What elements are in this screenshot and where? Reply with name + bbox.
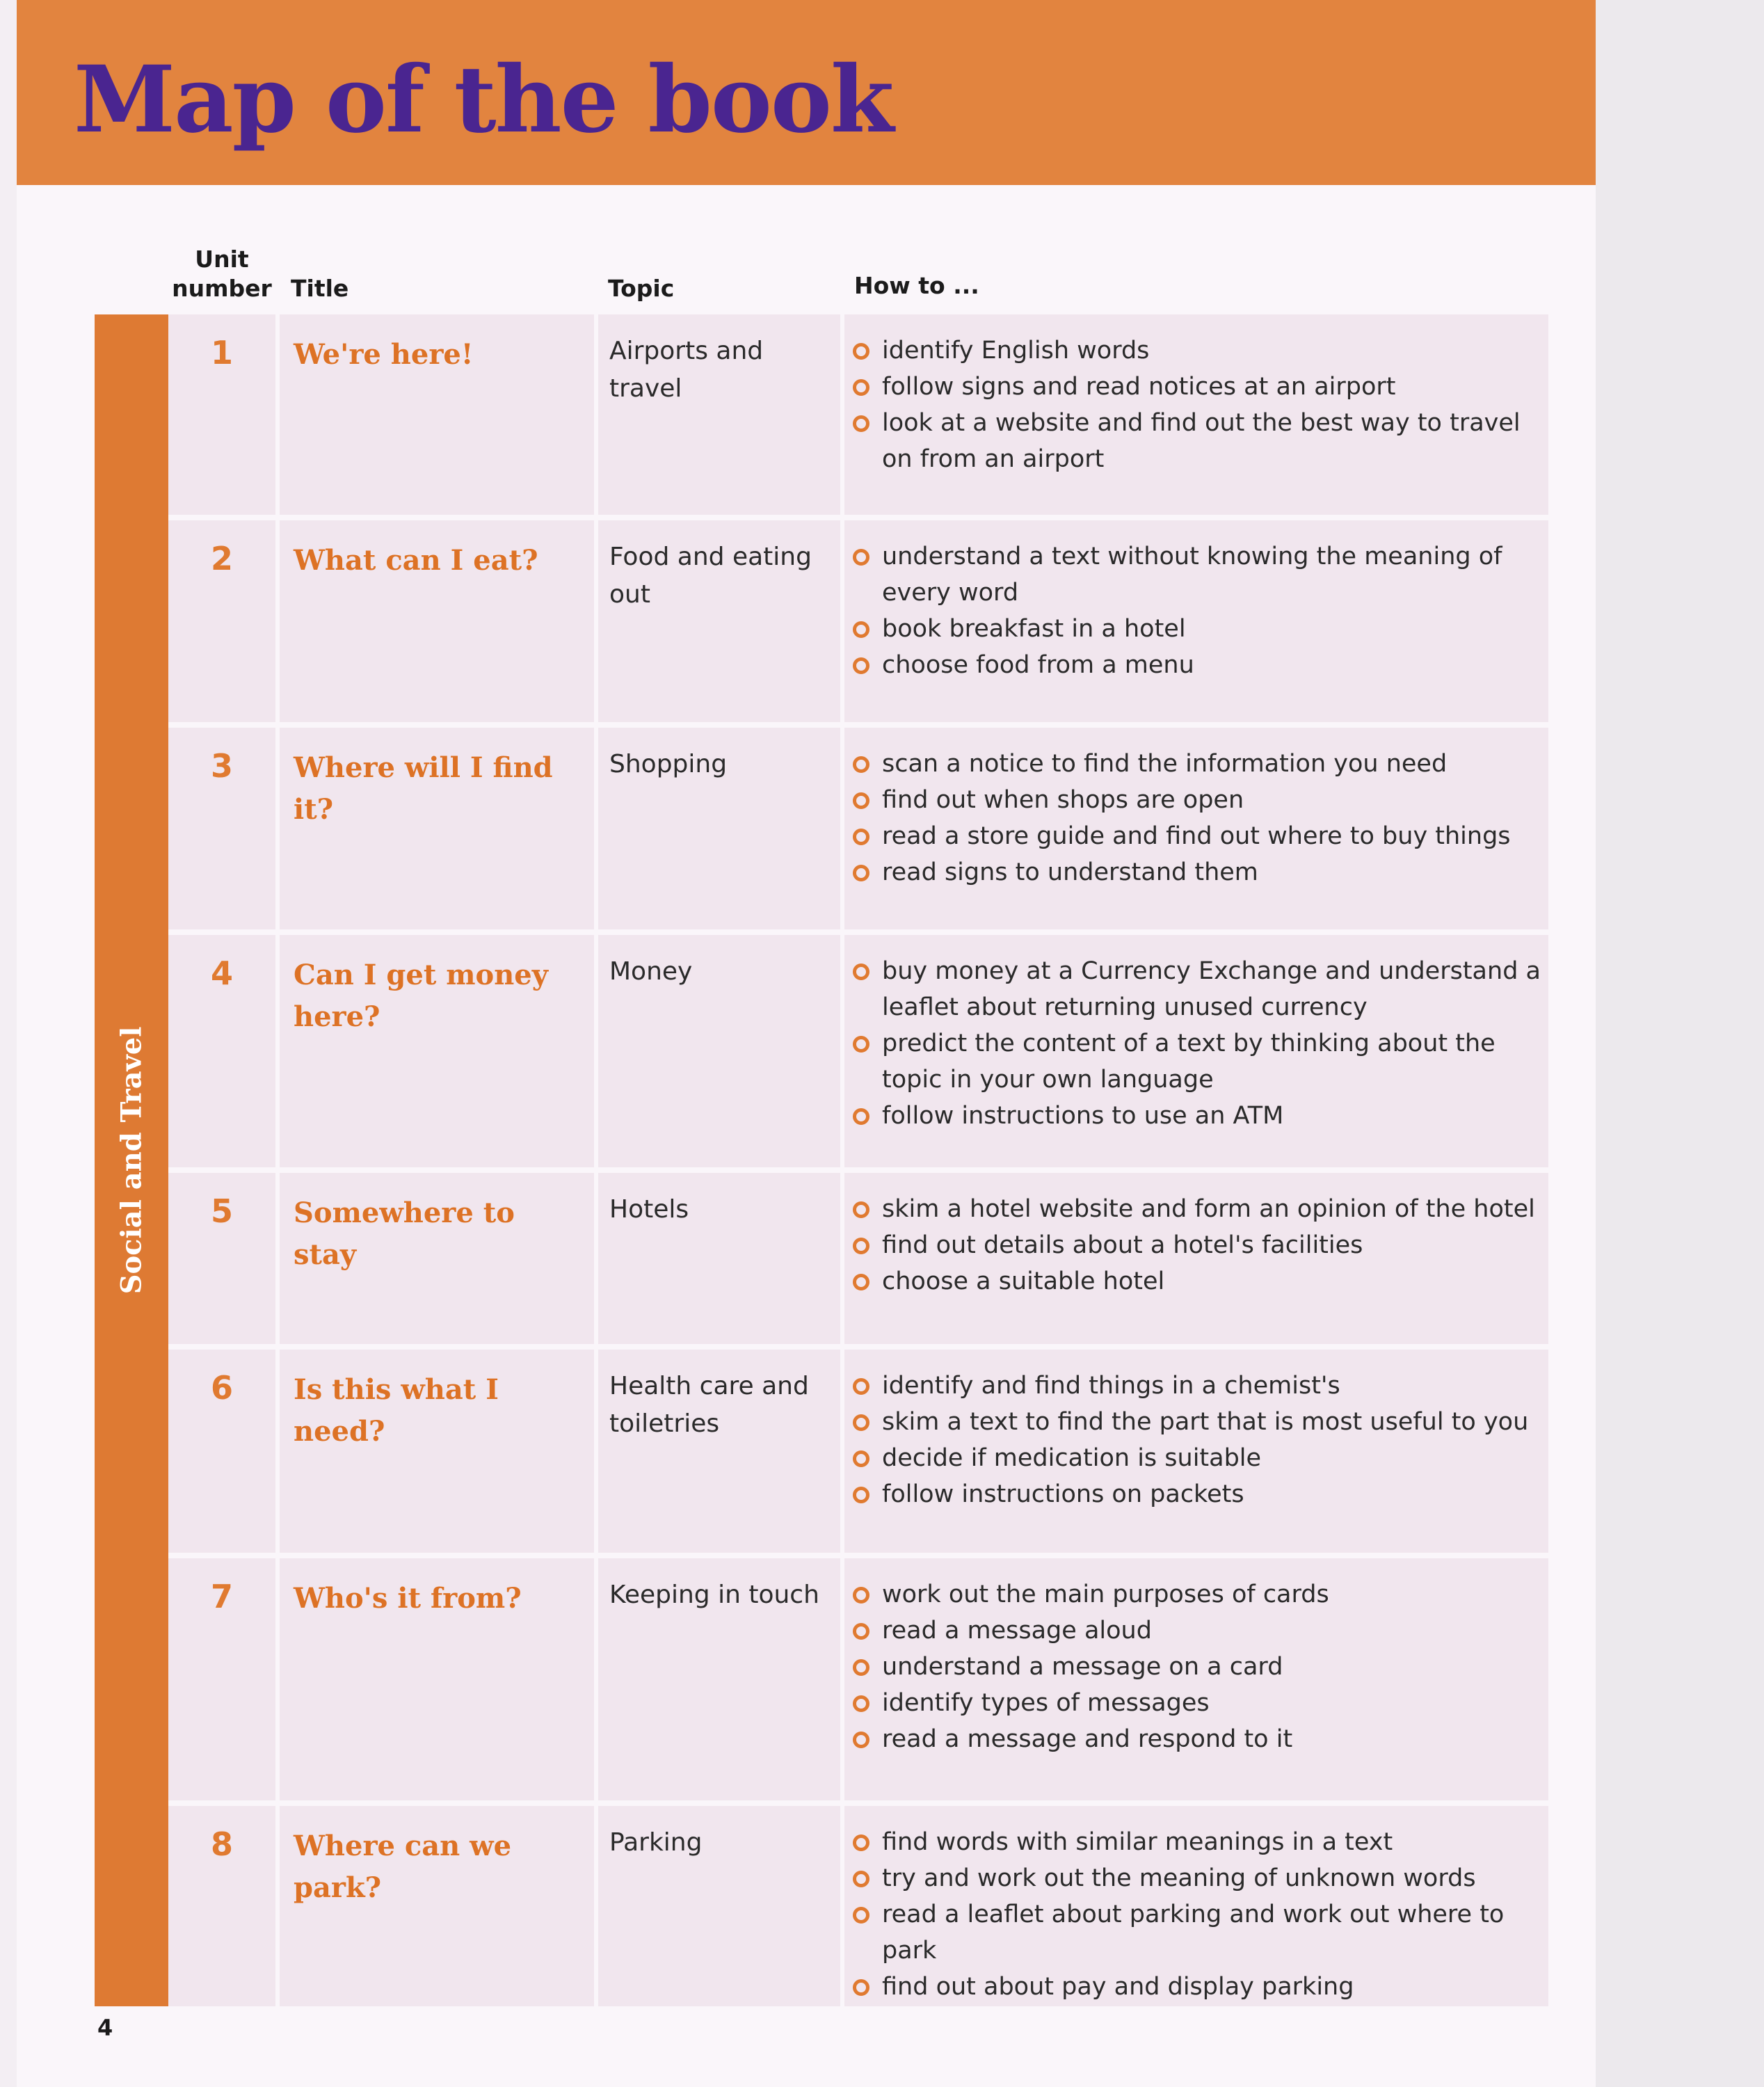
how-to-item xyxy=(853,1368,1548,1404)
bullet-icon xyxy=(853,756,869,773)
how-to-item xyxy=(853,1721,1548,1757)
how-to-list xyxy=(853,1824,1548,2005)
unit-number: 8 xyxy=(210,1825,233,1863)
how-to-item xyxy=(853,647,1548,683)
bullet-icon xyxy=(853,792,869,809)
unit-number: 4 xyxy=(210,954,233,992)
how-to-item xyxy=(853,1227,1548,1263)
how-to-text: find words with similar meanings in a text xyxy=(882,1828,1393,1856)
unit-topic: Airports and travel xyxy=(609,337,764,403)
unit-row xyxy=(168,728,1548,929)
unit-topic: Money xyxy=(609,957,693,986)
how-to-item xyxy=(853,1098,1548,1134)
how-to-item xyxy=(853,782,1548,818)
unit-row xyxy=(168,520,1548,722)
how-to-item xyxy=(853,333,1548,369)
how-to-list xyxy=(853,953,1548,1134)
how-to-item xyxy=(853,1263,1548,1300)
how-to-text: predict the content of a text by thinking about the topic in your own language xyxy=(882,1030,1496,1094)
how-to-item xyxy=(853,854,1548,890)
unit-number: 6 xyxy=(210,1369,233,1407)
how-to-list xyxy=(853,1576,1548,1757)
unit-topic: Parking xyxy=(609,1828,703,1857)
how-to-text: buy money at a Currency Exchange and understand a leaflet about returning unused currency xyxy=(882,957,1541,1021)
how-to-text: identify types of messages xyxy=(882,1689,1210,1717)
how-to-item xyxy=(853,611,1548,647)
how-to-text: read a message aloud xyxy=(882,1617,1152,1645)
unit-topic: Keeping in touch xyxy=(609,1581,819,1609)
how-to-text: read a leaflet about parking and work out where to park xyxy=(882,1901,1505,1965)
how-to-text: identify and find things in a chemist's xyxy=(882,1372,1340,1400)
unit-row xyxy=(168,1350,1548,1553)
how-to-list xyxy=(853,538,1548,683)
page-number: 4 xyxy=(97,2015,113,2041)
unit-topic: Food and eating out xyxy=(609,543,812,609)
how-to-item xyxy=(853,818,1548,854)
bullet-icon xyxy=(853,1487,869,1503)
bullet-icon xyxy=(853,1834,869,1851)
how-to-text: follow instructions on packets xyxy=(882,1480,1244,1508)
bullet-icon xyxy=(853,829,869,845)
bullet-icon xyxy=(853,621,869,638)
bullet-icon xyxy=(853,1979,869,1996)
how-to-item xyxy=(853,1025,1548,1098)
bullet-icon xyxy=(853,1378,869,1395)
unit-title: Can I get money here? xyxy=(294,959,548,1033)
how-to-text: find out details about a hotel's facilities xyxy=(882,1231,1363,1259)
bullet-icon xyxy=(853,1659,869,1676)
how-to-item xyxy=(853,1576,1548,1613)
how-to-list xyxy=(853,1191,1548,1300)
unit-title: Where can we park? xyxy=(294,1830,512,1904)
how-to-item xyxy=(853,1440,1548,1476)
how-to-item xyxy=(853,1824,1548,1860)
how-to-item xyxy=(853,746,1548,782)
how-to-text: decide if medication is suitable xyxy=(882,1444,1262,1472)
bullet-icon xyxy=(853,1871,869,1887)
how-to-text: skim a hotel website and form an opinion of the hotel xyxy=(882,1195,1535,1223)
bullet-icon xyxy=(853,657,869,674)
how-to-item xyxy=(853,369,1548,405)
bullet-icon xyxy=(853,1623,869,1640)
how-to-text: identify English words xyxy=(882,337,1150,365)
section-label: Social and Travel xyxy=(115,1026,148,1295)
bullet-icon xyxy=(853,1238,869,1254)
bullet-icon xyxy=(853,1108,869,1125)
how-to-text: choose food from a menu xyxy=(882,651,1194,679)
unit-number: 1 xyxy=(210,334,233,371)
bullet-icon xyxy=(853,549,869,566)
bullet-icon xyxy=(853,1036,869,1053)
page-title: Map of the book xyxy=(74,46,893,154)
unit-row xyxy=(168,314,1548,515)
unit-title: We're here! xyxy=(294,338,474,371)
unit-title: Somewhere to stay xyxy=(294,1197,515,1271)
bullet-icon xyxy=(853,1414,869,1431)
bullet-icon xyxy=(853,1274,869,1290)
how-to-text: read a message and respond to it xyxy=(882,1725,1293,1753)
unit-number: 3 xyxy=(210,747,233,785)
how-to-list xyxy=(853,746,1548,890)
bullet-icon xyxy=(853,379,869,396)
how-to-text: try and work out the meaning of unknown words xyxy=(882,1864,1476,1892)
unit-title: Who's it from? xyxy=(294,1582,522,1615)
how-to-text: scan a notice to find the information you need xyxy=(882,750,1448,778)
unit-topic: Shopping xyxy=(609,750,728,778)
how-to-text: book breakfast in a hotel xyxy=(882,615,1186,643)
unit-title: Is this what I need? xyxy=(294,1373,499,1448)
how-to-text: understand a message on a card xyxy=(882,1653,1283,1681)
column-header-topic: Topic xyxy=(608,275,675,302)
how-to-item xyxy=(853,1860,1548,1896)
how-to-list xyxy=(853,333,1548,477)
column-header-how-to: How to ... xyxy=(854,272,979,299)
how-to-item xyxy=(853,1649,1548,1685)
bullet-icon xyxy=(853,1450,869,1467)
column-header-title: Title xyxy=(291,275,349,302)
how-to-item xyxy=(853,1685,1548,1721)
unit-row xyxy=(168,1806,1548,2006)
how-to-text: understand a text without knowing the meaning of every word xyxy=(882,543,1502,607)
how-to-item xyxy=(853,1969,1548,2005)
unit-number: 2 xyxy=(210,540,233,577)
how-to-item xyxy=(853,405,1548,477)
unit-number: 5 xyxy=(210,1192,233,1230)
unit-topic: Health care and toiletries xyxy=(609,1372,809,1438)
how-to-text: read signs to understand them xyxy=(882,858,1258,886)
unit-row xyxy=(168,935,1548,1167)
how-to-item xyxy=(853,1404,1548,1440)
how-to-text: skim a text to find the part that is most useful to you xyxy=(882,1408,1529,1436)
how-to-text: look at a website and find out the best way to travel on from an airport xyxy=(882,409,1521,473)
facing-page-edge xyxy=(1596,0,1764,2087)
how-to-text: find out about pay and display parking xyxy=(882,1973,1354,2001)
unit-title: Where will I find it? xyxy=(294,751,553,826)
bullet-icon xyxy=(853,343,869,360)
how-to-text: find out when shops are open xyxy=(882,786,1244,814)
bullet-icon xyxy=(853,1907,869,1924)
how-to-text: choose a suitable hotel xyxy=(882,1268,1165,1295)
how-to-item xyxy=(853,953,1548,1025)
bullet-icon xyxy=(853,865,869,881)
how-to-item xyxy=(853,1613,1548,1649)
bullet-icon xyxy=(853,1732,869,1748)
unit-row xyxy=(168,1173,1548,1344)
bullet-icon xyxy=(853,1695,869,1712)
how-to-text: follow instructions to use an ATM xyxy=(882,1102,1284,1130)
unit-row xyxy=(168,1558,1548,1800)
how-to-item xyxy=(853,1896,1548,1969)
unit-topic: Hotels xyxy=(609,1195,689,1224)
how-to-text: read a store guide and find out where to buy things xyxy=(882,822,1511,850)
how-to-item xyxy=(853,538,1548,611)
bullet-icon xyxy=(853,1587,869,1604)
unit-title: What can I eat? xyxy=(294,544,538,577)
how-to-item xyxy=(853,1191,1548,1227)
bullet-icon xyxy=(853,963,869,980)
how-to-text: work out the main purposes of cards xyxy=(882,1581,1329,1608)
column-header-unit-number: Unit number xyxy=(172,246,272,302)
how-to-list xyxy=(853,1368,1548,1512)
unit-number: 7 xyxy=(210,1578,233,1615)
how-to-item xyxy=(853,1476,1548,1512)
bullet-icon xyxy=(853,1201,869,1218)
bullet-icon xyxy=(853,415,869,432)
how-to-text: follow signs and read notices at an airport xyxy=(882,373,1396,401)
